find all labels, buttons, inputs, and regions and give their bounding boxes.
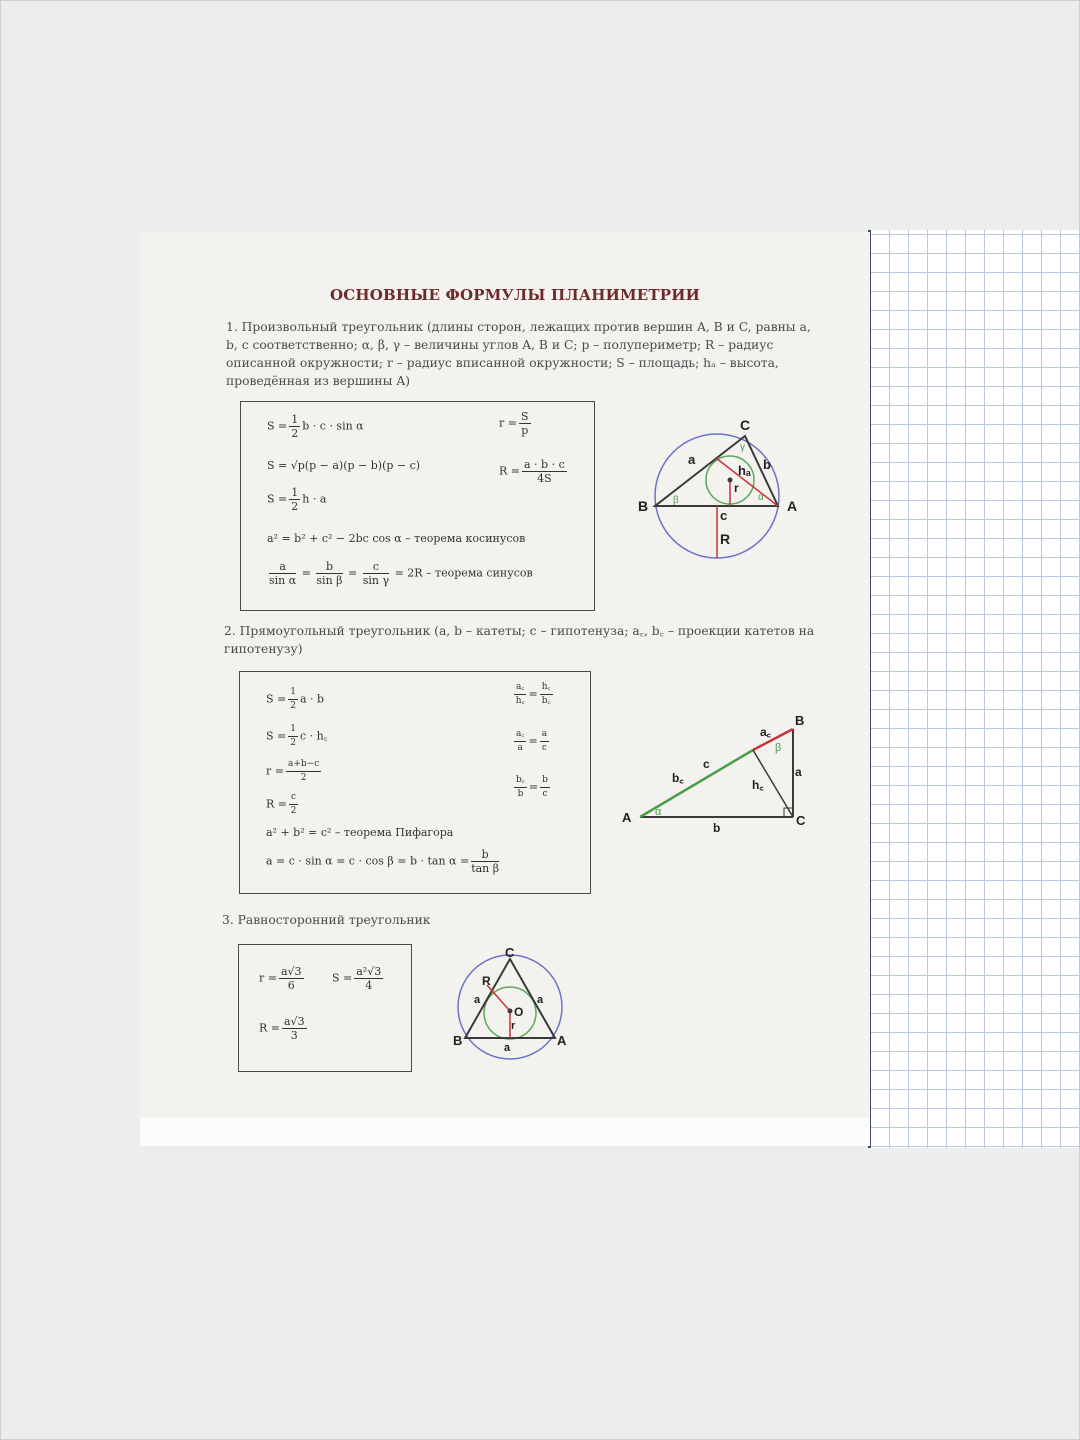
section-2-formula-box — [239, 671, 591, 894]
formula-right-area-height: S = $\frac{1}{2}$ c · h꜀ — [266, 724, 328, 748]
label-A: A — [622, 810, 632, 825]
label-bc: b꜀ — [672, 771, 684, 785]
label-r: r — [511, 1020, 516, 1032]
label-b: b — [713, 821, 721, 835]
formula-proportion-2: $\frac{a꜀}{a}$ = $\frac{a}{c}$ — [516, 729, 548, 753]
formula-heron: S = √p(p − a)(p − b)(p − c) — [267, 459, 421, 472]
label-ac: a꜀ — [760, 725, 771, 739]
diagram-arbitrary-triangle — [630, 410, 820, 570]
label-C: C — [740, 417, 751, 433]
label-r: r — [734, 481, 739, 495]
center-O — [508, 1009, 513, 1014]
graph-paper — [870, 230, 1080, 1148]
label-B: B — [638, 498, 649, 514]
diagram-right-triangle — [615, 705, 815, 840]
label-B: B — [453, 1033, 463, 1048]
page-title: ОСНОВНЫЕ ФОРМУЛЫ ПЛАНИМЕТРИИ — [329, 286, 701, 304]
label-ha: hₐ — [738, 463, 751, 478]
label-c: c — [703, 757, 710, 771]
formula-equilateral-inradius: r = $\frac{a√3}{6}$ — [259, 965, 302, 992]
label-side-c: c — [720, 508, 728, 523]
formula-pythagoras: a² + b² = c² – теорема Пифагора — [266, 826, 454, 839]
label-a: a — [795, 765, 802, 779]
sheet-bottom-strip — [140, 1118, 870, 1146]
label-alpha: α — [758, 492, 764, 503]
label-side-a-left: a — [474, 994, 481, 1006]
formula-right-circumradius: R = $\frac{c}{2}$ — [266, 792, 297, 816]
label-R: R — [482, 974, 491, 988]
formula-right-area-legs: S = $\frac{1}{2}$ a · b — [266, 687, 325, 711]
label-C: C — [505, 945, 515, 960]
label-A: A — [557, 1033, 567, 1048]
label-R: R — [720, 531, 731, 547]
formula-right-trig: a = c · sin α = c · cos β = b · tan α = $\frac{b}{\text{tan β}}$ — [266, 848, 500, 875]
formula-inradius: r = $\frac{S}{p}$ — [499, 410, 529, 437]
label-gamma: γ — [740, 442, 745, 453]
label-side-a-bottom: a — [504, 1042, 511, 1054]
section-3-formula-box — [238, 944, 412, 1072]
formula-law-of-sines: $\frac{a}{\text{sin α}}$ = $\frac{b}{\text{sin β}}$ = $\frac{c}{\text{sin γ}}$ = 2R – теорема синусов — [269, 560, 533, 587]
label-beta: β — [673, 495, 679, 506]
label-side-a: a — [688, 452, 696, 467]
label-B: B — [795, 713, 805, 728]
formula-area-sin: S = $\frac{1}{2}$ b · c · sin α — [267, 413, 364, 440]
diagram-equilateral-triangle — [445, 945, 575, 1070]
projection-ac — [753, 729, 793, 750]
label-alpha: α — [655, 806, 662, 818]
label-A: A — [787, 498, 798, 514]
formula-circumradius: R = $\frac{a \cdot b \cdot c}{4S}$ — [499, 458, 565, 485]
label-side-b: b — [763, 457, 771, 472]
formula-law-of-cosines: a² = b² + c² − 2bc cos α – теорема косинусов — [267, 532, 526, 545]
label-hc: h꜀ — [752, 778, 764, 792]
section-3-heading: 3. Равносторонний треугольник — [222, 913, 431, 927]
formula-proportion-1: $\frac{a꜀}{h꜀}$ = $\frac{h꜀}{b꜀}$ — [515, 682, 551, 706]
label-O: O — [514, 1005, 524, 1019]
label-side-a-right: a — [537, 994, 544, 1006]
incenter-dot — [728, 478, 733, 483]
label-C: C — [796, 813, 806, 828]
section-2-heading: 2. Прямоугольный треугольник (a, b – катеты; c – гипотенуза; a꜀, b꜀ – проекции катетов на гипотенузу) — [224, 624, 815, 656]
formula-equilateral-circumradius: R = $\frac{a√3}{3}$ — [259, 1015, 305, 1042]
formula-proportion-3: $\frac{b꜀}{b}$ = $\frac{b}{c}$ — [516, 775, 548, 799]
formula-equilateral-area: S = $\frac{\text{a²√3}}{4}$ — [332, 965, 382, 992]
section-1-heading: 1. Произвольный треугольник (длины сторон, лежащих против вершин A, B и C, равны a, b, c соответственно; α, β, γ – величины углов A, B и C; p – полупериметр; R – радиус описанной окружности; r – радиус вписанной окружности; S – площадь; hₐ – высота, проведённая из вершины A) — [226, 320, 811, 388]
formula-right-inradius: r = $\frac{a+b-c}{2}$ — [266, 759, 320, 783]
formula-area-height: S = $\frac{1}{2}$ h · a — [267, 486, 327, 513]
section-1-formula-box — [240, 401, 595, 611]
label-beta: β — [775, 742, 782, 754]
